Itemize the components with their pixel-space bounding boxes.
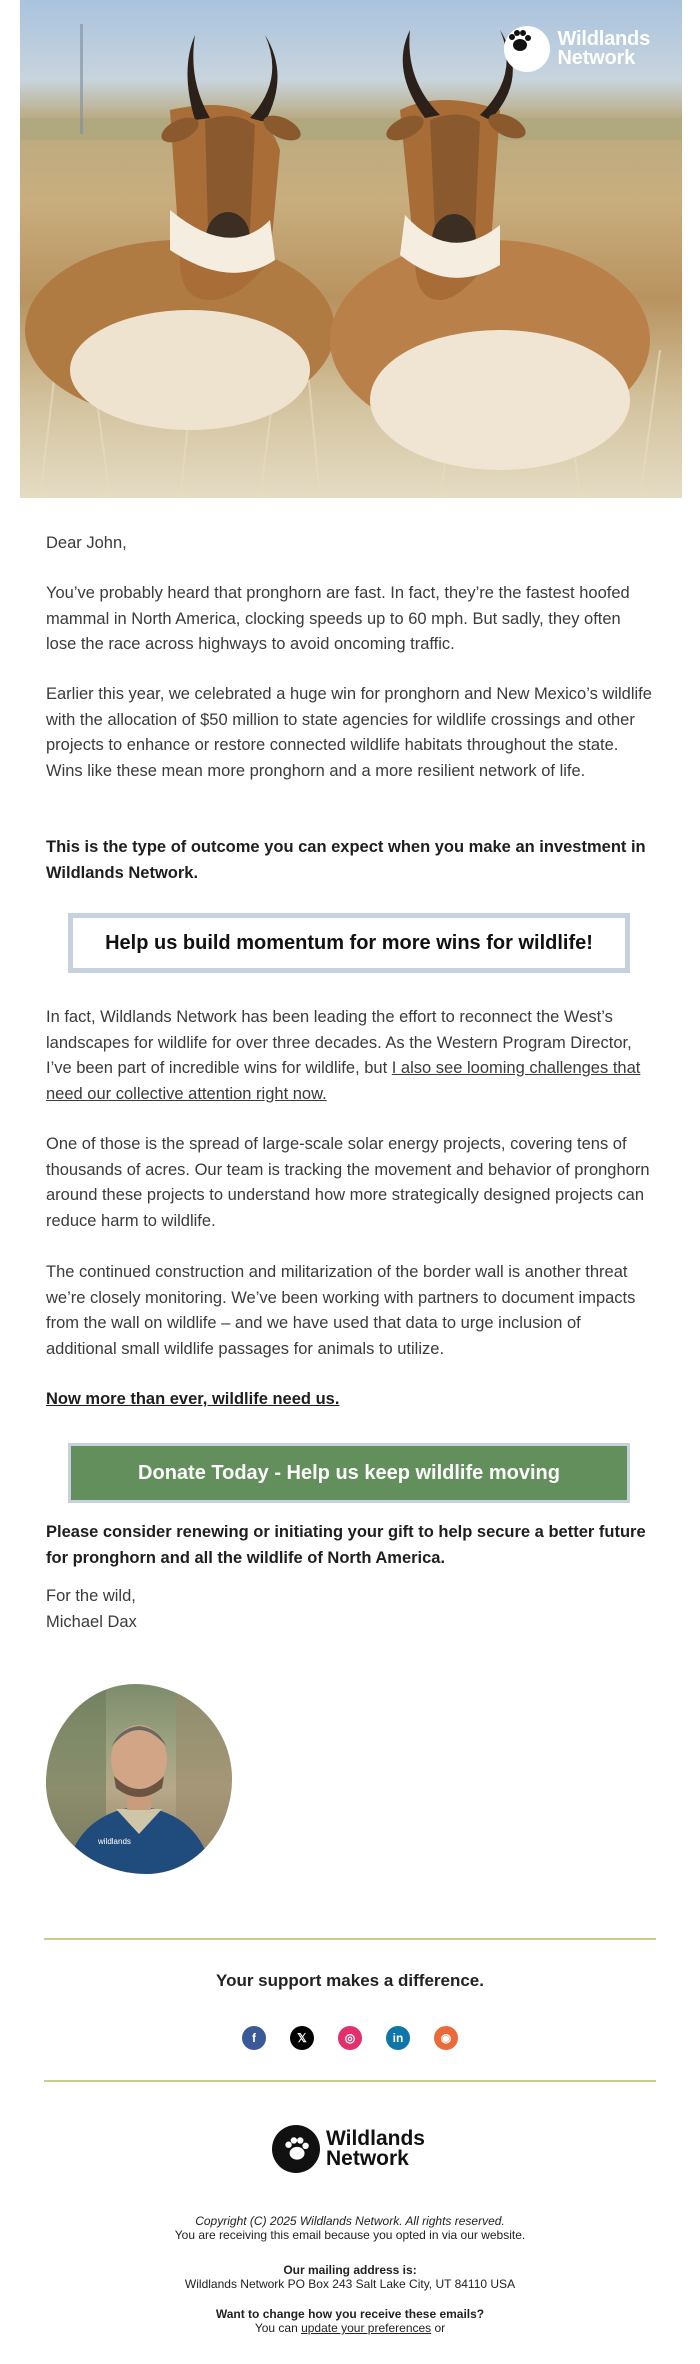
update-preferences-link[interactable]: update your preferences <box>301 2321 432 2335</box>
social-links <box>0 2026 700 2050</box>
paw-print-icon <box>272 2125 320 2173</box>
preferences-block: Want to change how you receive these emails? You can update your preferences or <box>215 2307 485 2335</box>
hero-image <box>20 0 682 498</box>
linkedin-icon[interactable]: in <box>386 2026 410 2050</box>
mailing-address-block: Our mailing address is: Wildlands Network PO Box 243 Salt Lake City, UT 84110 USA <box>184 2263 516 2291</box>
paw-print-icon <box>504 26 550 72</box>
paragraph-outcome: This is the type of outcome you can expect when you make an investment in Wildlands Network. <box>46 838 646 882</box>
header-logo[interactable] <box>504 26 650 72</box>
paragraph-solar: One of those is the spread of large-scale solar energy projects, covering tens of thousands of acres. Our team is tracking the movement and behavior of pronghorn around these projects to understand how more strategically designed projects can reduce harm to wildlife. <box>46 1135 650 1230</box>
donate-button[interactable]: Donate Today - Help us keep wildlife moving <box>68 1443 630 1503</box>
x-icon[interactable]: 𝕏 <box>290 2026 314 2050</box>
greeting: Dear John, <box>46 534 127 552</box>
paragraph-border-wall: The continued construction and militarization of the border wall is another threat we’re closely monitoring. We’ve been working with partners to document impacts from the wall on wildlife – and we have used that data to urge inclusion of additional small wildlife passages for animals to utilize. <box>46 1263 636 1358</box>
footer-logo-wordmark: Wildlands Network <box>326 2127 425 2170</box>
copyright-block: Copyright (C) 2025 Wildlands Network. All rights reserved. You are receiving this email because you opted in via our website. <box>174 2214 526 2242</box>
paragraph-intro: You’ve probably heard that pronghorn are fast. In fact, they’re the fastest hoofed mammal in North America, clocking speeds up to 60 mph. But sadly, they often lose the race across highways to avoid oncoming traffic. <box>46 584 630 653</box>
header-logo-wordmark: Wildlands Network <box>557 28 650 69</box>
challenges-link[interactable]: I also see looming challenges that need our collective attention right now. <box>46 1059 641 1103</box>
paragraph-leadership: In fact, Wildlands Network has been leading the effort to reconnect the West’s landscapes for wildlife for over three decades. As the Western Program Director, I’ve been part of incredible wins for wildlife, but I also see looming challenges that need our collective attention right now. <box>46 1008 641 1103</box>
footer-logo[interactable] <box>272 2125 425 2173</box>
need-us-link[interactable]: Now more than ever, wildlife need us. <box>46 1390 340 1408</box>
paragraph-renew: Please consider renewing or initiating your gift to help secure a better future for pronghorn and all the wildlife of North America. <box>46 1523 646 1567</box>
divider-bottom <box>44 2080 656 2082</box>
support-message: Your support makes a difference. <box>216 1971 484 1990</box>
author-portrait <box>46 1684 232 1874</box>
vest-logo-text: wildlands <box>98 1837 131 1846</box>
signature: Michael Dax <box>46 1612 137 1631</box>
website-icon[interactable]: ◉ <box>434 2026 458 2050</box>
paragraph-win: Earlier this year, we celebrated a huge win for pronghorn and New Mexico’s wildlife with the allocation of $50 million to state agencies for wildlife crossings and other projects to enhance or restore connected wildlife habitats throughout the state. Wins like these mean more pronghorn and a more resilient network of life. <box>46 685 652 780</box>
paragraph-need-us <box>46 1387 654 1413</box>
instagram-icon[interactable]: ◎ <box>338 2026 362 2050</box>
callout-box: Help us build momentum for more wins for wildlife! <box>68 913 630 973</box>
signoff: For the wild, Michael Dax <box>46 1584 654 1635</box>
pronghorn-photo <box>20 0 682 498</box>
divider-top <box>44 1938 656 1940</box>
facebook-icon[interactable]: f <box>242 2026 266 2050</box>
